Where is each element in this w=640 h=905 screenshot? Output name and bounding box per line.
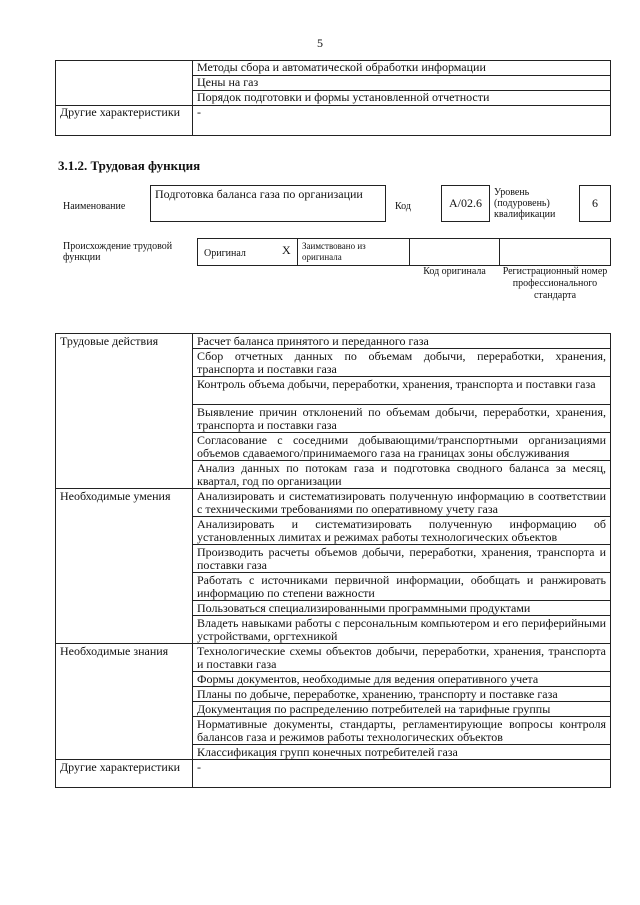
skills-label: Необходимые умения [56,489,193,644]
skill-item: Работать с источниками первичной информации, обобщать и ранжировать информацию по степени важности [193,573,611,601]
labor-action-item: Контроль объема добычи, переработки, хранения, транспорта и поставки газа [193,377,611,405]
labor-action-item: Анализ данных по потокам газа и подготовка сводного баланса за месяц, квартал, год по организации [193,461,611,489]
top-table-item: Порядок подготовки и формы установленной отчетности [193,91,611,106]
skill-item: Анализировать и систематизировать полученную информацию в соответствии с техническими требованиями по оперативному учету газа [193,489,611,517]
skill-item: Анализировать и систематизировать полученную информацию об установленных лимитах и режимах работы технологических объектов [193,517,611,545]
knowledge-item: Нормативные документы, стандарты, регламентирующие вопросы контроля балансов газа и режимов работы технологических объектов [193,717,611,745]
top-table-empty-label [56,61,193,106]
borrowed-label: Заимствовано из оригинала [302,241,366,262]
knowledge-item: Технологические схемы объектов добычи, переработки, хранения, транспорта и поставки газа [193,644,611,672]
skill-item: Пользоваться специализированными программными продуктами [193,601,611,616]
top-table-other-value: - [193,106,611,136]
level-label: Уровень (подуровень) квалификации [494,187,556,220]
top-table-item: Методы сбора и автоматической обработки информации [193,61,611,76]
original-label: Оригинал [204,248,246,259]
skill-item: Производить расчеты объемов добычи, переработки, хранения, транспорта и поставки газа [193,545,611,573]
labor-action-item: Согласование с соседними добывающими/транспортными организациями объемов сдаваемого/принимаемого газа на границах зоны обслуживания [193,433,611,461]
labor-function-table [55,333,611,788]
labor-action-item: Сбор отчетных данных по объемам добычи, переработки, хранения, транспорта и поставки газа [193,349,611,377]
function-name-box: Подготовка баланса газа по организации [150,185,386,222]
section-heading: 3.1.2. Трудовая функция [58,158,201,173]
code-value-box: A/02.6 [441,185,490,222]
knowledge-item: Классификация групп конечных потребителей газа [193,745,611,760]
knowledge-item: Документация по распределению потребителей на тарифные группы [193,702,611,717]
labor-action-item: Выявление причин отклонений по объемам добычи, переработки, хранения, транспорта и поставки газа [193,405,611,433]
knowledge-item: Формы документов, необходимые для ведения оперативного учета [193,672,611,687]
name-label: Наименование [63,201,126,212]
knowledge-label: Необходимые знания [56,644,193,760]
reg-number-label: Регистрационный номер профессионального стандарта [502,266,608,301]
original-box [197,238,298,266]
labor-actions-label: Трудовые действия [56,334,193,489]
top-knowledge-table [55,60,611,136]
top-table-item: Цены на газ [193,76,611,91]
code-original-box [409,238,500,266]
origin-label: Происхождение трудовой функции [63,241,173,263]
skill-item: Владеть навыками работы с персональным компьютером и его периферийными устройствами, оргтехникой [193,616,611,644]
level-value-box: 6 [579,185,611,222]
page-number: 5 [317,36,323,50]
code-label: Код [395,201,411,212]
top-table-other-label: Другие характеристики [56,106,193,136]
reg-number-box [499,238,611,266]
borrowed-box [297,238,410,266]
code-original-label: Код оригинала [423,266,486,277]
knowledge-item: Планы по добыче, переработке, хранению, транспорту и поставке газа [193,687,611,702]
labor-action-item: Расчет баланса принятого и переданного газа [193,334,611,349]
original-mark: X [282,243,291,257]
other-characteristics-label: Другие характеристики [56,760,193,788]
other-characteristics-value: - [193,760,611,788]
